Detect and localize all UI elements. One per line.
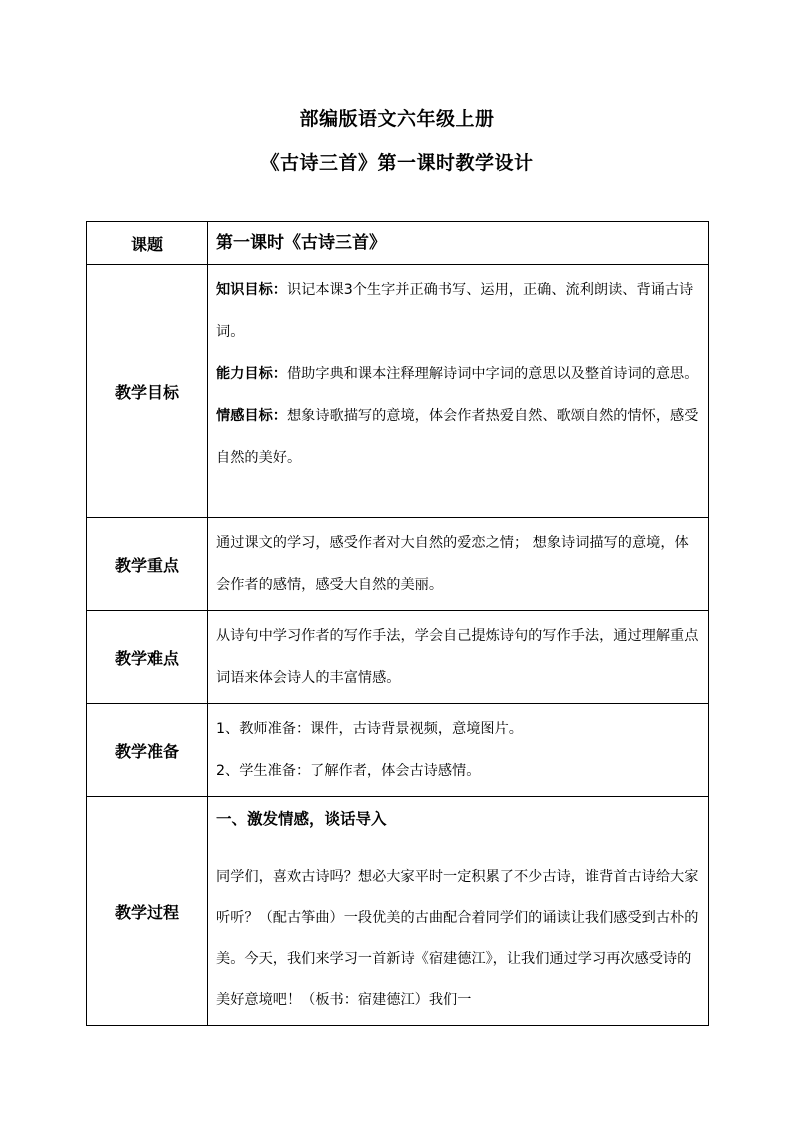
value-difficulties: [208, 611, 709, 704]
difficulties-text: 从诗句中学习作者的写作手法，学会自己提炼诗句的写作手法，通过理解重点词语来体会诗人的丰富情感。: [216, 628, 699, 686]
page-subtitle: 《古诗三首》第一课时教学设计: [260, 152, 534, 174]
row-goals: [87, 265, 709, 518]
label-subject: 课题: [87, 222, 208, 265]
goal-emotion: [216, 395, 702, 479]
label-preparation: 教学准备: [87, 704, 208, 797]
value-key-points: [208, 518, 709, 611]
goal-ability-label: 能力目标：: [216, 366, 287, 382]
lesson-plan-table: [86, 221, 709, 1026]
process-section-title: 一、激发情感，谈话导入: [216, 810, 387, 828]
goal-knowledge: [216, 269, 702, 353]
subject-text: 第一课时《古诗三首》: [216, 233, 386, 253]
row-preparation: [87, 704, 709, 797]
goal-ability-text: 借助字典和课本注释理解诗词中字词的意思以及整首诗词的意思。: [286, 366, 699, 382]
label-difficulties: 教学难点: [87, 611, 208, 704]
label-process: 教学过程: [87, 797, 208, 1026]
row-key-points: [87, 518, 709, 611]
row-difficulties: [87, 611, 709, 704]
process-text: 同学们，喜欢古诗吗？想必大家平时一定积累了不少古诗，谁背首古诗给大家听听？（配古筝曲）一段优美的古曲配合着同学们的诵读让我们感受到古朴的美。今天，我们来学习一首新诗《宿建德江》，让我们通过学习再次感受诗的美好意境吧！（板书：宿建德江）我们一: [216, 869, 699, 1008]
label-goals: 教学目标: [87, 265, 208, 518]
preparation-student: 2、学生准备：了解作者，体会古诗感情。: [216, 763, 481, 779]
goal-knowledge-text: 识记本课3个生字并正确书写、运用，正确、流利朗读、背诵古诗词。: [216, 282, 694, 340]
row-subject: [87, 222, 709, 265]
page-title: 部编版语文六年级上册: [299, 108, 495, 130]
key-points-text: 通过课文的学习，感受作者对大自然的爱恋之情； 想象诗词描写的意境，体会作者的感情，感受大自然的美丽。: [216, 535, 689, 593]
preparation-teacher: 1、教师准备：课件，古诗背景视频，意境图片。: [216, 721, 523, 737]
goal-emotion-text: 想象诗歌描写的意境，体会作者热爱自然、歌颂自然的情怀，感受自然的美好。: [216, 408, 699, 466]
label-key-points: 教学重点: [87, 518, 208, 611]
value-process: [208, 797, 709, 1026]
row-process: [87, 797, 709, 1026]
goal-knowledge-label: 知识目标：: [216, 282, 287, 298]
value-subject: [208, 222, 709, 265]
value-preparation: [208, 704, 709, 797]
value-goals: [208, 265, 709, 518]
goal-ability: [216, 353, 702, 395]
goal-emotion-label: 情感目标：: [216, 408, 287, 424]
